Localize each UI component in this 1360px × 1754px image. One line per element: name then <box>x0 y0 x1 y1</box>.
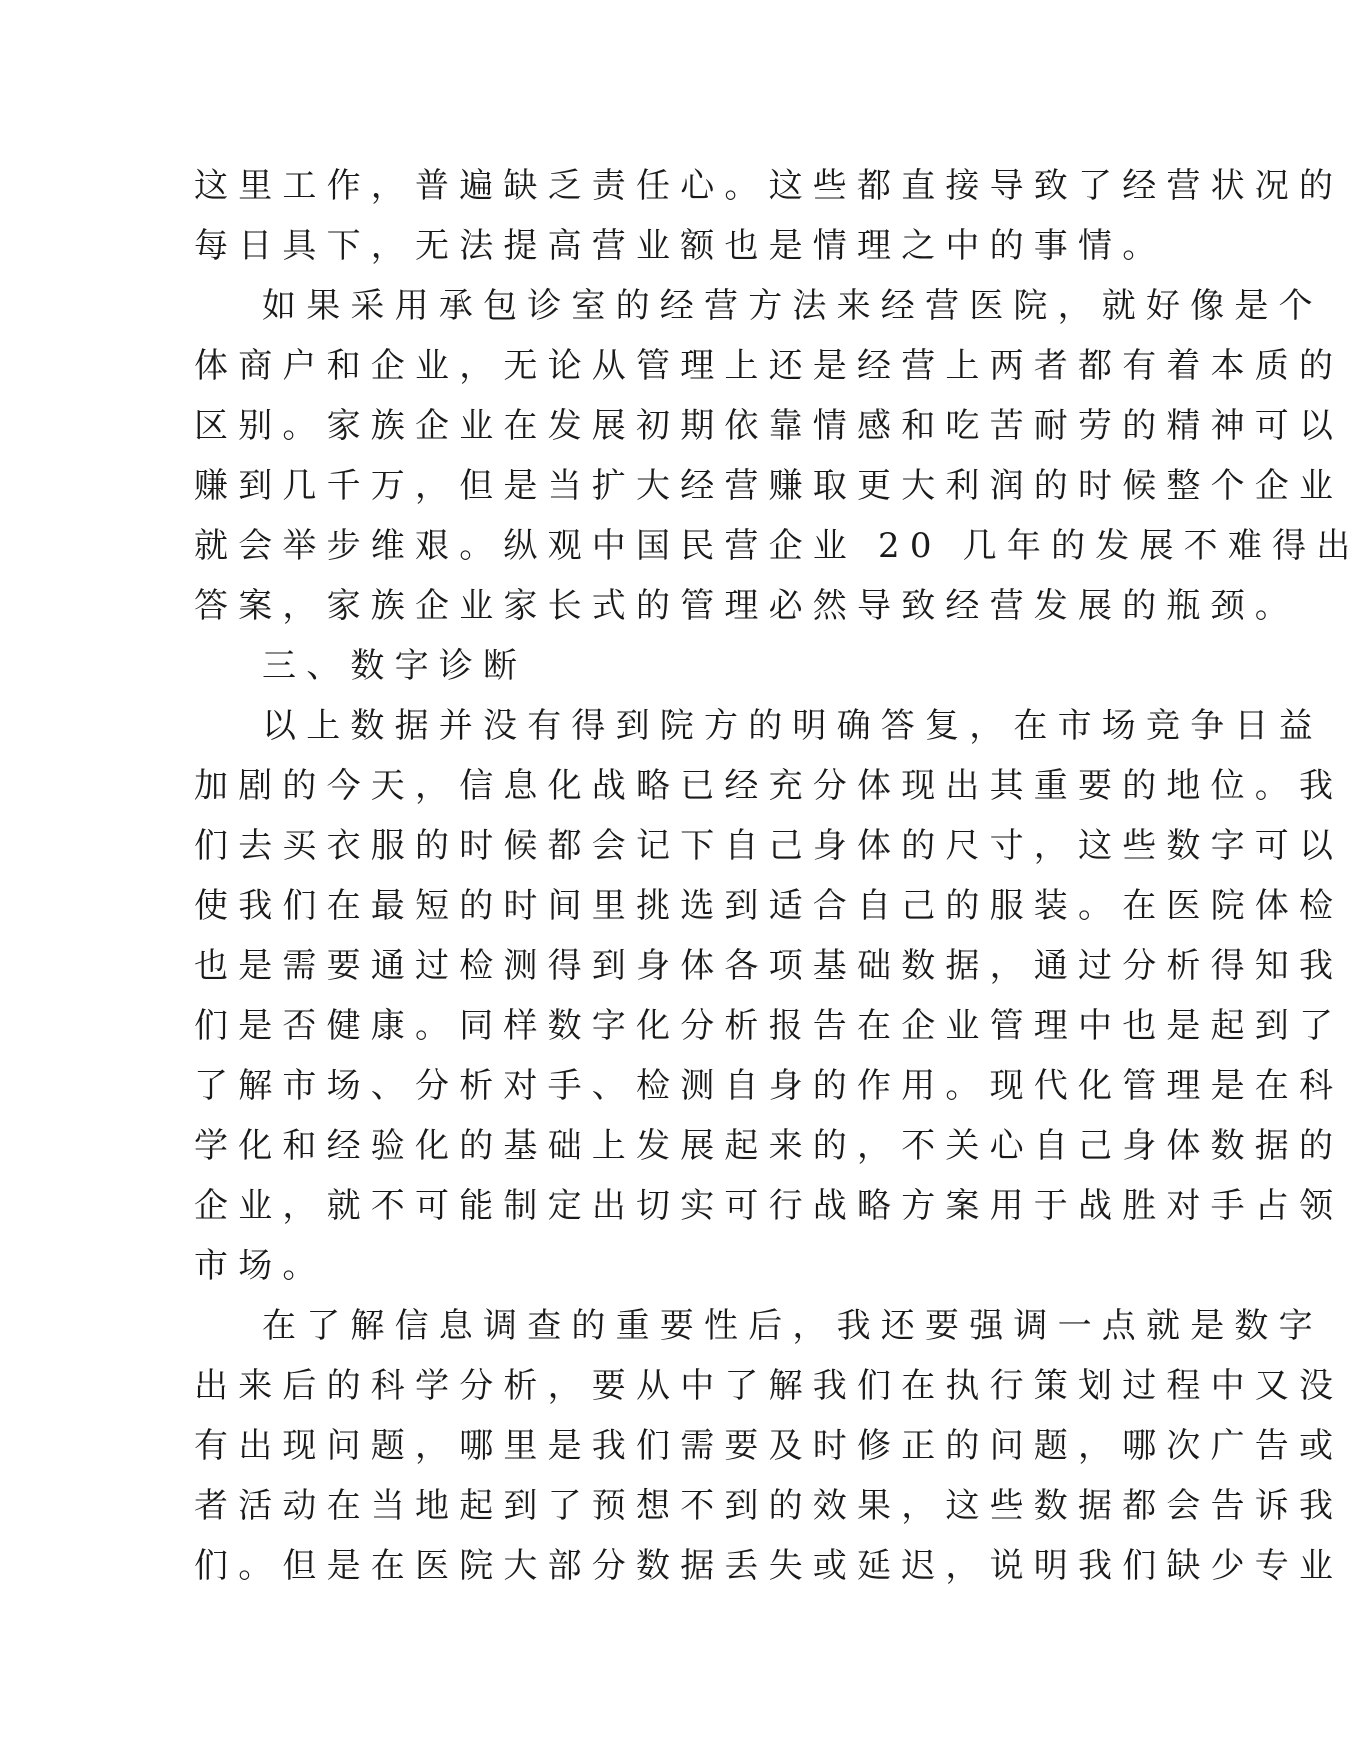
paragraph-start-line: 如果采用承包诊室的经营方法来经营医院，就好像是个 <box>262 286 1323 326</box>
text-line: 区别。家族企业在发展初期依靠情感和吃苦耐劳的精神可以 <box>194 406 1344 446</box>
text-line: 这里工作，普遍缺乏责任心。这些都直接导致了经营状况的 <box>194 166 1344 206</box>
document-body <box>194 156 1360 1596</box>
text-line: 体商户和企业，无论从管理上还是经营上两者都有着本质的 <box>194 346 1344 386</box>
text-line: 了解市场、分析对手、检测自身的作用。现代化管理是在科 <box>194 1066 1344 1106</box>
text-line: 每日具下，无法提高营业额也是情理之中的事情。 <box>194 226 1167 266</box>
text-line: 赚到几千万，但是当扩大经营赚取更大利润的时候整个企业 <box>194 466 1344 506</box>
text-line: 学化和经验化的基础上发展起来的，不关心自己身体数据的 <box>194 1126 1344 1166</box>
text-line: 企业，就不可能制定出切实可行战略方案用于战胜对手占领 <box>194 1186 1344 1226</box>
text-line: 们去买衣服的时候都会记下自己身体的尺寸，这些数字可以 <box>194 826 1344 866</box>
text-line: 使我们在最短的时间里挑选到适合自己的服装。在医院体检 <box>194 886 1344 926</box>
text-line: 市场。 <box>194 1246 327 1286</box>
section-heading: 三、数字诊断 <box>262 646 528 686</box>
text-line: 出来后的科学分析，要从中了解我们在执行策划过程中又没 <box>194 1366 1344 1406</box>
text-line: 就会举步维艰。纵观中国民营企业 20 几年的发展不难得出 <box>194 526 1360 566</box>
paragraph-start-line: 以上数据并没有得到院方的明确答复，在市场竞争日益 <box>262 706 1323 746</box>
text-line: 加剧的今天，信息化战略已经充分体现出其重要的地位。我 <box>194 766 1344 806</box>
text-line: 们是否健康。同样数字化分析报告在企业管理中也是起到了 <box>194 1006 1344 1046</box>
text-line: 者活动在当地起到了预想不到的效果，这些数据都会告诉我 <box>194 1486 1344 1526</box>
text-line: 们。但是在医院大部分数据丢失或延迟，说明我们缺少专业 <box>194 1546 1344 1586</box>
text-line: 也是需要通过检测得到身体各项基础数据，通过分析得知我 <box>194 946 1344 986</box>
text-line: 有出现问题，哪里是我们需要及时修正的问题，哪次广告或 <box>194 1426 1344 1466</box>
text-line: 答案，家族企业家长式的管理必然导致经营发展的瓶颈。 <box>194 586 1299 626</box>
paragraph-start-line: 在了解信息调查的重要性后，我还要强调一点就是数字 <box>262 1306 1323 1346</box>
